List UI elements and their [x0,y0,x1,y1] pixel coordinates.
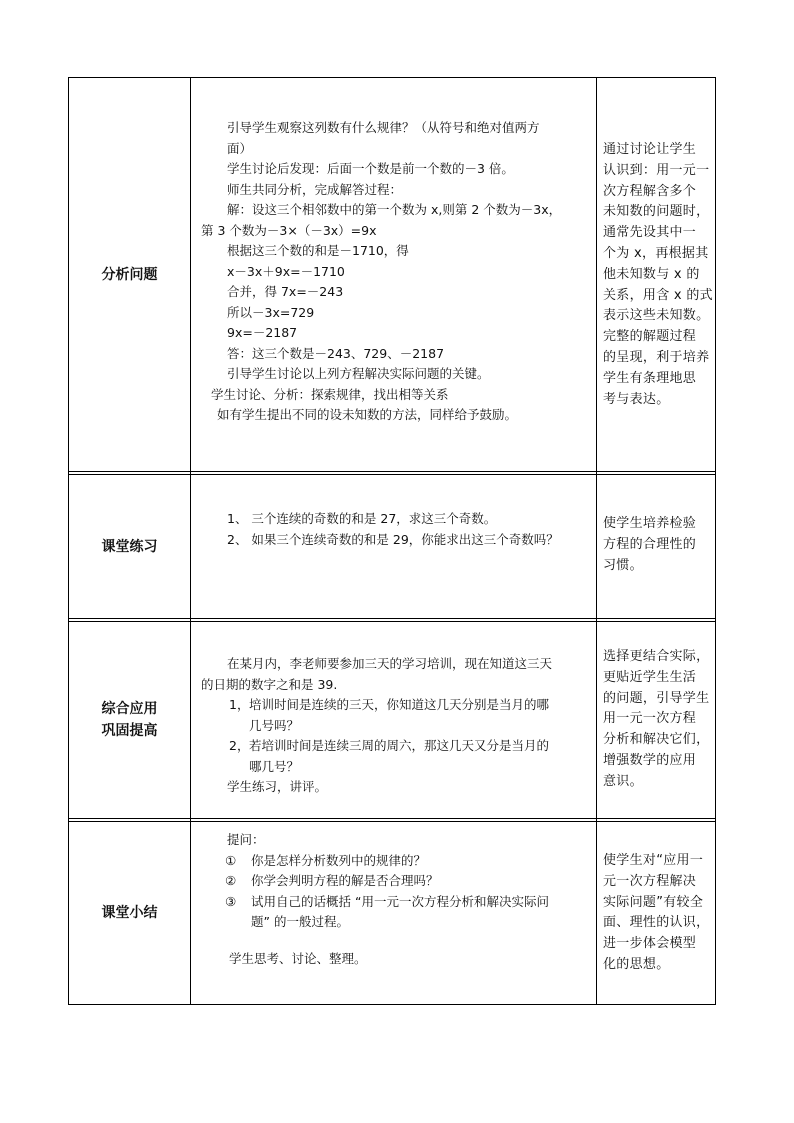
content-line: 提问： [227,832,265,847]
content-line: 解：设这三个相邻数中的第一个数为 x,则第 2 个数为－3x， [227,202,562,217]
content-line: 试用自己的话概括 “用一元一次方程分析和解决实际问 [251,893,549,909]
row-label-application [69,622,190,818]
note-line: 未知数的问题时， [603,204,710,220]
question-item [201,736,586,777]
content-line: 若培训时间是连续三周的周六，那这几天又分是当月的 [249,738,550,753]
analysis-content [191,118,596,468]
note-line: 进一步体会模型 [603,936,697,952]
content-line: 的日期的数字之和是 39. [201,676,338,692]
content-line: 学生讨论后发现：后面一个数是前一个数的－3 倍。 [227,161,514,176]
note-line: 使学生对“应用一 [603,853,704,868]
content-line: 培训时间是连续的三天，你知道这几天分别是当月的哪 [249,697,550,712]
content-line: x－3x＋9x=－1710 [227,263,345,279]
content-line: 几号吗？ [249,717,300,733]
question-text: 你是怎样分析数列中的规律的？ [251,852,427,868]
note-line: 意识。 [603,773,643,789]
application-note [597,647,715,807]
content-line: 引导学生讨论以上列方程解决实际问题的关键。 [227,366,490,381]
content-line: 学生讨论、分析：探索规律，找出相等关系 [211,386,449,402]
note-line: 用一元一次方程 [603,711,697,727]
summary-content [191,830,596,1000]
content-line: 根据这三个数的和是－1710，得 [227,243,409,258]
question-text [249,736,586,777]
question-text [249,695,586,736]
row-label-summary [69,822,190,1004]
question-item [201,892,586,933]
note-line: 元一次方程解决 [603,873,697,889]
question-number: ② [225,873,237,888]
note-line: 面、理性的认识， [603,915,710,931]
practice-content [191,509,596,589]
question-item [201,871,586,892]
note-line: 完整的解题过程 [603,329,697,345]
content-line: 9x=－2187 [227,325,298,340]
content-line: 学生练习，讲评。 [227,779,328,794]
note-line: 表示这些未知数。 [603,308,710,324]
summary-note [597,851,715,981]
note-line: 方程的合理性的 [603,536,697,552]
analysis-note [597,140,715,460]
row-label-text: 课堂小结 [101,905,158,921]
question-item [201,851,586,872]
content-line: 第 3 个数为－3×（－3x）=9x [201,222,377,238]
lesson-plan-table [68,77,716,1005]
note-line: 通常先设其中一 [603,225,697,241]
question-number: ③ [225,893,237,909]
note-line: 关系，用含 x 的式 [603,287,713,303]
row-label-text: 巩固提高 [101,723,158,739]
row-divider [69,618,715,619]
row-label-text: 综合应用 [101,701,158,717]
content-line: 合并，得 7x=－243 [227,284,344,299]
row-divider [69,818,715,819]
note-line: 增强数学的应用 [603,752,697,768]
application-content [191,654,596,814]
note-line: 学生有条理地思 [603,370,697,386]
note-line: 通过讨论让学生 [603,142,697,157]
note-line: 考与表达。 [603,391,670,407]
content-line: 引导学生观察这列数有什么规律？（从符号和绝对值两方 [227,120,540,135]
content-line: 哪几号？ [249,758,300,774]
question-number: 1， [229,697,250,712]
row-label-text: 课堂练习 [101,538,158,555]
note-line: 的呈现，利于培养 [603,349,710,365]
note-line: 认识到：用一元一 [603,162,710,178]
row-label-analysis [69,78,190,471]
question-number: 2， [229,738,250,753]
content-line: 答：这三个数是－243、729、－2187 [227,345,445,361]
note-line: 习惯。 [603,557,643,573]
content-line: 题” 的一般过程。 [251,914,349,929]
row-divider [69,471,715,472]
exercise-item: 2、 如果三个连续奇数的和是 29，你能求出这三个奇数吗？ [227,531,559,547]
note-line: 的问题，引导学生 [603,690,710,706]
row-label-practice [69,475,190,618]
note-line: 使学生培养检验 [603,516,697,531]
content-line: 所以－3x=729 [227,304,315,320]
content-line: 面） [227,140,253,156]
question-text: 你学会判明方程的解是否合理吗？ [251,873,439,888]
note-line: 更贴近学生生活 [603,669,697,685]
note-line: 个为 x，再根据其 [603,245,709,261]
exercise-item: 1、 三个连续的奇数的和是 27，求这三个奇数。 [227,511,497,526]
question-number: ① [225,852,237,868]
content-line: 学生思考、讨论、整理。 [229,950,367,966]
question-item [201,695,586,736]
row-label-text: 分析问题 [101,266,158,283]
note-line: 次方程解含多个 [603,183,697,199]
content-line: 师生共同分析，完成解答过程： [227,181,403,197]
content-line: 在某月内，李老师要参加三天的学习培训，现在知道这三天 [227,656,553,671]
content-line: 如有学生提出不同的设未知数的方法，同样给予鼓励。 [217,407,518,422]
practice-note [597,514,715,594]
note-line: 分析和解决它们， [603,732,710,748]
note-line: 实际问题”有较全 [603,894,704,910]
question-text [251,892,586,933]
note-line: 选择更结合实际， [603,649,710,664]
note-line: 化的思想。 [603,956,670,972]
note-line: 他未知数与 x 的 [603,266,700,282]
